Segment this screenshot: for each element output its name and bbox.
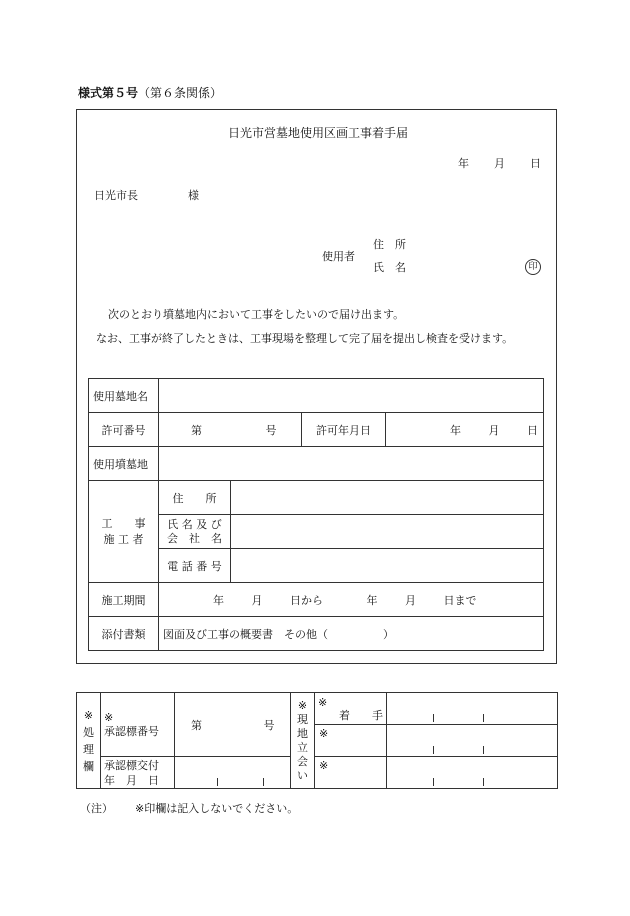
sign-no-prefix: 第 [191, 718, 202, 732]
attach-label: 添付書類 [89, 617, 159, 651]
permit-no-label: 許可番号 [89, 413, 159, 447]
name-company-line2: 会 社 名 [167, 531, 222, 545]
sign-date-tick-1 [217, 778, 218, 786]
addressee-name: 日光市長 [94, 189, 138, 202]
sign-no-suffix: 号 [263, 718, 275, 732]
seal-mark: 印 [525, 259, 541, 275]
permit-no-prefix: 第 [191, 423, 202, 437]
form-header [78, 84, 222, 101]
start-tick-1 [433, 714, 434, 722]
inspection-char-1: 現 [297, 712, 308, 726]
start-text: 着 手 [339, 708, 383, 722]
body-line-2: なお、工事が終了したときは、工事現場を整理して完了届を提出し検査を受けます。 [96, 332, 514, 345]
inspection-row3-label [315, 757, 387, 789]
inspection-row3-field[interactable] [387, 757, 558, 789]
start-mark: ※ [318, 695, 328, 709]
grave-plot-field[interactable] [159, 447, 544, 481]
date-year: 年 [458, 157, 469, 170]
attach-field[interactable]: 図面及び工事の概要書 その他（ ） [159, 617, 544, 651]
inspection-row2-mark: ※ [319, 727, 329, 740]
period-end-day: 日まで [443, 593, 477, 607]
contractor-label-line1: 工 事 [101, 516, 146, 530]
inspection-label [291, 693, 315, 789]
date-month: 月 [494, 157, 505, 170]
plot-name-field[interactable] [159, 379, 544, 413]
period-start-month: 月 [251, 593, 263, 607]
period-end-year: 年 [366, 593, 378, 607]
contractor-label [89, 481, 159, 583]
permit-date-label: 許可年月日 [302, 413, 386, 447]
form-ref: （第６条関係） [138, 86, 223, 100]
start-tick-2 [483, 714, 484, 722]
period-start-year: 年 [213, 593, 224, 607]
grave-plot-label: 使用墳墓地 [89, 447, 159, 481]
contractor-name-field[interactable] [231, 515, 544, 549]
name-company-line1: 氏 名 及 び [167, 517, 222, 531]
addressee-honorific: 様 [188, 189, 199, 202]
permit-date-day: 日 [527, 423, 538, 437]
period-field[interactable] [159, 583, 544, 617]
section-char-2: 理 [83, 742, 94, 756]
contractor-address-field[interactable] [231, 481, 544, 515]
sign-date-label-line1: 承認標交付 [104, 758, 159, 772]
period-start-day: 日から [290, 593, 323, 607]
inspection-row2-field[interactable] [387, 725, 558, 757]
inspection-row3-mark: ※ [319, 759, 329, 772]
contractor-phone-label: 電 話 番 号 [159, 549, 231, 583]
inspection-char-3: 立 [297, 740, 308, 754]
main-table [88, 378, 544, 651]
sign-no-label [101, 693, 175, 757]
permit-no-field[interactable] [159, 413, 302, 447]
row2-tick-1 [433, 746, 434, 754]
section-char-1: 処 [83, 725, 94, 739]
date-day: 日 [530, 157, 541, 170]
body-line-1: 次のとおり墳墓地内において工事をしたいので届け出ます。 [108, 308, 405, 321]
inspection-char-4: 会 [297, 754, 308, 768]
section-mark: ※ [83, 708, 94, 722]
sign-date-tick-2 [263, 778, 264, 786]
sign-no-mark: ※ [104, 710, 114, 724]
section-label [77, 693, 101, 789]
inspection-char-5: い [297, 768, 308, 782]
sign-no-field[interactable] [175, 693, 291, 757]
plot-name-label: 使用墓地名 [89, 379, 159, 413]
row3-tick-1 [433, 778, 434, 786]
period-end-month: 月 [405, 593, 416, 607]
note [80, 800, 298, 816]
start-label [315, 693, 387, 725]
permit-no-suffix: 号 [265, 423, 277, 437]
applicant-address-label: 住 所 [373, 238, 406, 251]
sign-date-field[interactable] [175, 757, 291, 789]
office-table [76, 692, 558, 789]
permit-date-field[interactable] [386, 413, 544, 447]
sign-date-label [101, 757, 175, 789]
form-title: 日光市営墓地使用区画工事着手届 [228, 126, 409, 140]
section-char-3: 欄 [83, 759, 94, 773]
contractor-name-label [159, 515, 231, 549]
row2-tick-2 [483, 746, 484, 754]
sign-date-label-line2: 年 月 日 [104, 773, 159, 787]
period-label: 施工期間 [89, 583, 159, 617]
form-id: 様式第５号 [78, 86, 139, 100]
permit-date-month: 月 [488, 423, 500, 437]
applicant-name-label: 氏 名 [373, 261, 406, 274]
contractor-address-label: 住 所 [159, 481, 231, 515]
note-text: ※印欄は記入しないでください。 [135, 802, 299, 815]
contractor-phone-field[interactable] [231, 549, 544, 583]
applicant-label: 使用者 [322, 250, 355, 263]
inspection-mark: ※ [297, 698, 308, 712]
inspection-char-2: 地 [297, 726, 308, 740]
inspection-row2-label [315, 725, 387, 757]
sign-no-text: 承認標番号 [104, 724, 159, 738]
permit-date-year: 年 [450, 423, 461, 437]
contractor-label-line2: 施 工 者 [103, 532, 144, 546]
row3-tick-2 [483, 778, 484, 786]
note-label: （注） [80, 802, 113, 815]
start-date-field[interactable] [387, 693, 558, 725]
